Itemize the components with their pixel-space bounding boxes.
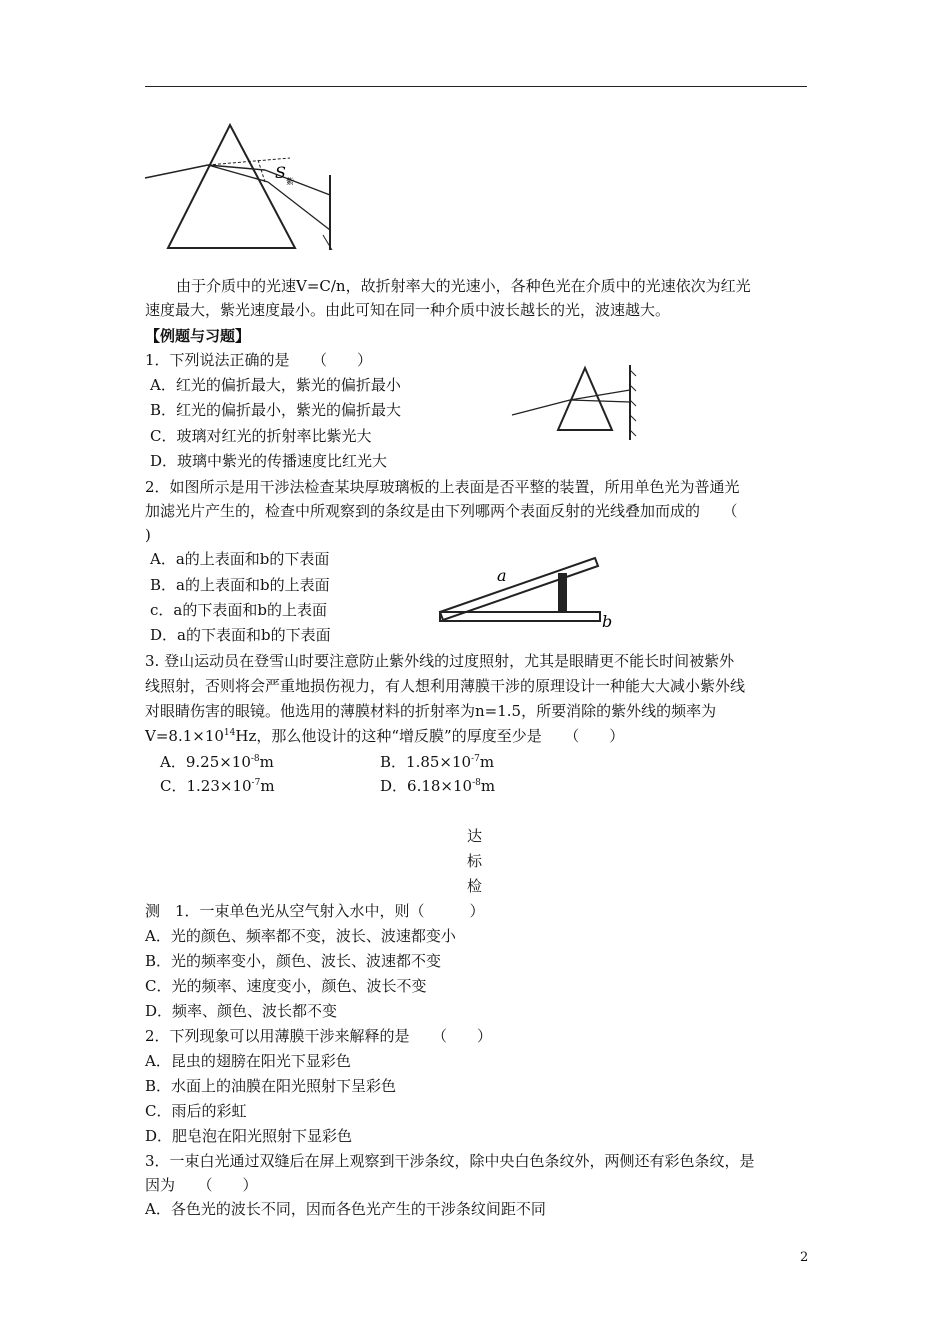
- t2-option-a: A．昆虫的翅膀在阳光下显彩色: [145, 1052, 351, 1070]
- q2-stem-line-1: 2．如图所示是用干涉法检查某块厚玻璃板的上表面是否平整的装置，所用单色光为普通光: [145, 478, 740, 496]
- section2-char-3: 检: [467, 877, 483, 895]
- q1-option-c: C．玻璃对红光的折射率比紫光大: [150, 427, 372, 445]
- q3-line-3: 对眼睛伤害的眼镜。他选用的薄膜材料的折射率为n=1.5，所要消除的紫外线的频率为: [145, 702, 717, 720]
- section-heading: 【例题与习题】: [145, 327, 251, 345]
- q3-option-c: C．$1.23\times 10^{-7}m$: [160, 777, 275, 795]
- q2-option-c: c．a的下表面和b的上表面: [150, 601, 327, 619]
- prism-label-sub: 紫: [286, 177, 294, 186]
- t2-stem: 2．下列现象可以用薄膜干涉来解释的是 （ ）: [145, 1027, 493, 1045]
- t1-stem: 1．一束单色光从空气射入水中，则（ ）: [175, 902, 485, 920]
- q3-line-1: 3. 登山运动员在登雪山时要注意防止紫外线的过度照射，尤其是眼睛更不能长时间被紫外: [145, 652, 735, 670]
- t3-line-2: 因为 （ ）: [145, 1176, 258, 1194]
- t2-option-d: D．肥皂泡在阳光照射下显彩色: [145, 1127, 353, 1145]
- intro-line-2: 速度最大，紫光速度最小。由此可知在同一种介质中波长越长的光，波速越大。: [145, 301, 671, 319]
- t1-option-c: C．光的频率、速度变小，颜色、波长不变: [145, 977, 427, 995]
- page-number: 2: [800, 1250, 809, 1265]
- q2-option-d: D．a的下表面和b的下表面: [150, 626, 331, 644]
- intro-line-1: 由于介质中的光速V=C/n，故折射率大的光速小，各种色光在介质中的光速依次为红光: [176, 277, 751, 295]
- q2-stem-line-2: 加滤光片产生的，检查中所观察到的条纹是由下列哪两个表面反射的光线叠加而成的 （: [145, 502, 738, 520]
- q2-option-b: B．a的上表面和b的上表面: [150, 576, 330, 594]
- q3-line-2: 线照射，否则将会严重地损伤视力，有人想利用薄膜干涉的原理设计一种能大大减小紫外线: [145, 677, 746, 695]
- section2-char-4: 测: [145, 902, 161, 920]
- t2-option-b: B．水面上的油膜在阳光照射下呈彩色: [145, 1077, 397, 1095]
- q2-option-a: A．a的上表面和b的下表面: [150, 550, 330, 568]
- t1-option-b: B．光的频率变小，颜色、波长、波速都不变: [145, 952, 442, 970]
- q3-option-a: A．$9.25\times 10^{-8}m$: [160, 753, 274, 771]
- prism-dispersion-figure: [140, 120, 340, 260]
- q1-option-a: A．红光的偏折最大，紫光的偏折最小: [150, 376, 401, 394]
- q2-label-a: a: [497, 566, 507, 585]
- section2-char-1: 达: [467, 827, 483, 845]
- q1-stem: 1．下列说法正确的是 （ ）: [145, 351, 373, 369]
- q1-prism-figure: [510, 360, 650, 445]
- prism-label-s: S: [275, 163, 286, 182]
- t1-option-a: A．光的颜色、频率都不变，波长、波速都变小: [145, 927, 456, 945]
- q3-option-d: D．$6.18\times 10^{-8}m$: [380, 777, 496, 795]
- section2-char-2: 标: [467, 852, 483, 870]
- q2-label-b: b: [602, 612, 613, 631]
- q2-stem-line-3: ): [145, 526, 151, 544]
- q3-line-4: $V=8.1\times 10^{14}Hz$，那么他设计的这种“增反膜”的厚度至少是 （ ）: [145, 727, 625, 745]
- q3-option-b: B．$1.85\times 10^{-7}m$: [380, 753, 495, 771]
- t1-option-d: D．频率、颜色、波长都不变: [145, 1002, 338, 1020]
- header-rule: [145, 86, 807, 87]
- q2-wedge-figure: [435, 555, 620, 635]
- t2-option-c: C．雨后的彩虹: [145, 1102, 247, 1120]
- q1-option-b: B．红光的偏折最小，紫光的偏折最大: [150, 401, 402, 419]
- t3-line-1: 3．一束白光通过双缝后在屏上观察到干涉条纹，除中央白色条纹外，两侧还有彩色条纹，是: [145, 1152, 755, 1170]
- q1-option-d: D．玻璃中紫光的传播速度比红光大: [150, 452, 388, 470]
- t3-option-a: A．各色光的波长不同，因而各色光产生的干涉条纹间距不同: [145, 1200, 546, 1218]
